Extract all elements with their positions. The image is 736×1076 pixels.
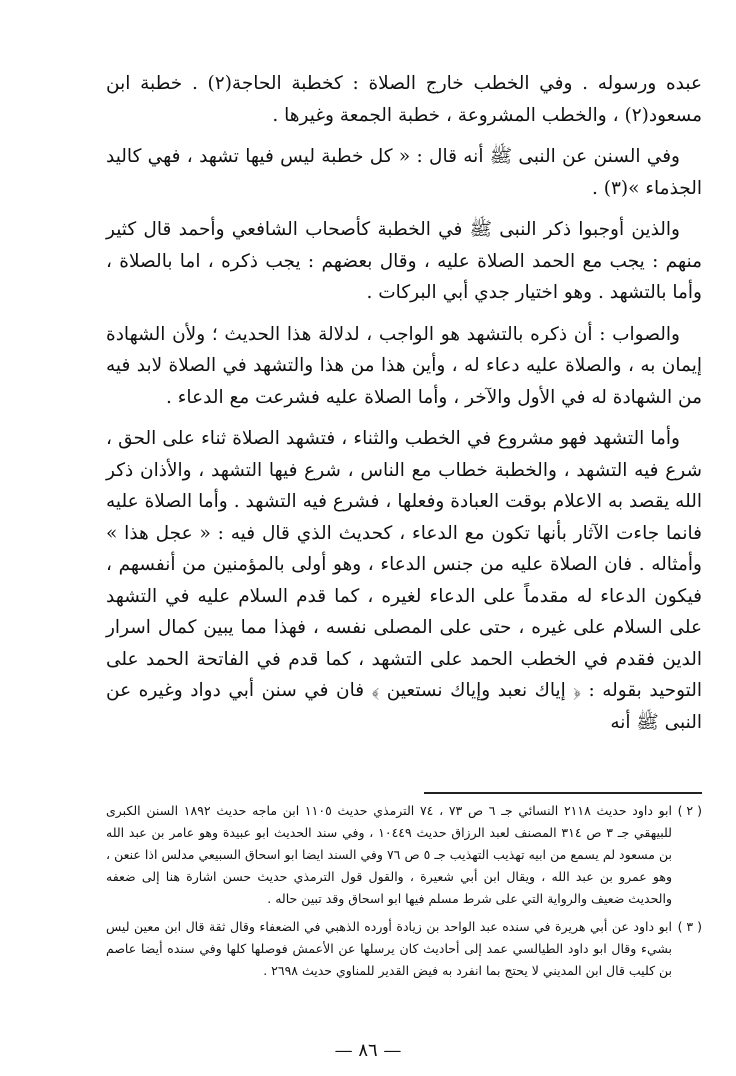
paragraph-4: والصواب : أن ذكره بالتشهد هو الواجب ، لدلالة هذا الحديث ؛ ولأن الشهادة إيمان به ، والصلاة عليه دعاء له ، وأين هذا من هذا والتشهد في الصلاة لابد فيه من الشهادة له في الأول والآخر ، وأما الصلاة عليه فشرعت مع الدعاء .: [106, 323, 702, 408]
footnote-text: ابو داود حديث ٢١١٨ النسائي جـ ٦ ص ٧٣ ، ٧٤ الترمذي حديث ١١٠٥ ابن ماجه حديث ١٨٩٢ السنن الكبرى للبيهقي جـ ٣ ص ٣١٤ المصنف لعبد الرزاق حديث ١٠٤٤٩ ، وفي سند الحديث ابو عبيدة وهو عامر بن عبد الله بن مسعود لم يسمع من ابيه تهذيب التهذيب جـ ٥ ص ٧٦ وفي السند ايضا ابو اسحاق السبيعي مدلس اذا عنعن ، وهو عمرو بن عبد الله ، ويقال ابن أبي شعيرة ، والقول قول الترمذي حديث حسن اشارة هنا إلى ضعفه والحديث ضعيف والرواية التي على شرط مسلم فيها ابو اسحاق وقد تبين حاله .: [106, 803, 673, 906]
footnote-item: [106, 916, 702, 982]
main-text: [106, 68, 702, 748]
footnote-number: ( ٣ ): [677, 919, 702, 934]
footnote-separator: [424, 792, 702, 794]
paragraph-1: عبده ورسوله . وفي الخطب خارج الصلاة : كخطبة الحاجة(٢) . خطبة ابن مسعود(٢) ، والخطب المشروعة ، خطبة الجمعة وغيرها .: [106, 73, 703, 126]
paragraph-3: والذين أوجبوا ذكر النبى ﷺ في الخطبة كأصحاب الشافعي وأحمد قال كثير منهم : يجب مع الحمد الصلاة عليه ، وقال بعضهم : يجب ذكره ، اما بالصلاة ، وأما بالتشهد . وهو اختيار جدي أبي البركات .: [106, 219, 702, 303]
footnote-number: ( ٢ ): [677, 803, 702, 818]
page-number: — ٨٦ —: [334, 1040, 402, 1061]
footnote-text: ابو داود عن أبي هريرة في سنده عبد الواحد بن زيادة أورده الذهبي في الضعفاء وقال ثقة قال ابن معين ليس بشيء وقال ابو داود الطيالسي عمد إلى أحاديث كان يرسلها عن الأعمش فوصلها كلها وفي سنده أيضا عاصم بن كليب قال ابن المديني لا يحتج بما انفرد به فيض القدير للمناوي حديث ٢٦٩٨ .: [106, 919, 672, 978]
paragraph-2: وفي السنن عن النبى ﷺ أنه قال : « كل خطبة ليس فيها تشهد ، فهي كاليد الجذماء »(٣) .: [106, 146, 702, 199]
footnotes: [106, 800, 702, 988]
paragraph-5: وأما التشهد فهو مشروع في الخطب والثناء ، فتشهد الصلاة ثناء على الحق ، شرع فيه التشهد ، والخطبة خطاب مع الناس ، شرع فيها التشهد ، والأذان ذكر الله يقصد به الاعلام بوقت العبادة وفعلها ، فشرع فيه التشهد . وأما الصلاة عليه فانما جاءت الآثار بأنها تكون مع الدعاء ، كحديث الذي قال فيه : « عجل هذا » وأمثاله . فان الصلاة عليه من جنس الدعاء ، وهو أولى بالمؤمنين من أنفسهم ، فيكون الدعاء له مقدماً على الدعاء لغيره ، كما قدم السلام عليه في التشهد على السلام على غيره ، حتى على المصلى نفسه ، فهذا مما يبين كمال اسرار الدين فقدم في الخطب الحمد على التشهد ، كما قدم في الفاتحة الحمد على التوحيد بقوله : ﴿ إياك نعبد وإياك نستعين ﴾ فان في سنن أبي دواد وغيره عن النبى ﷺ أنه: [106, 428, 702, 733]
footnote-item: [106, 800, 702, 910]
